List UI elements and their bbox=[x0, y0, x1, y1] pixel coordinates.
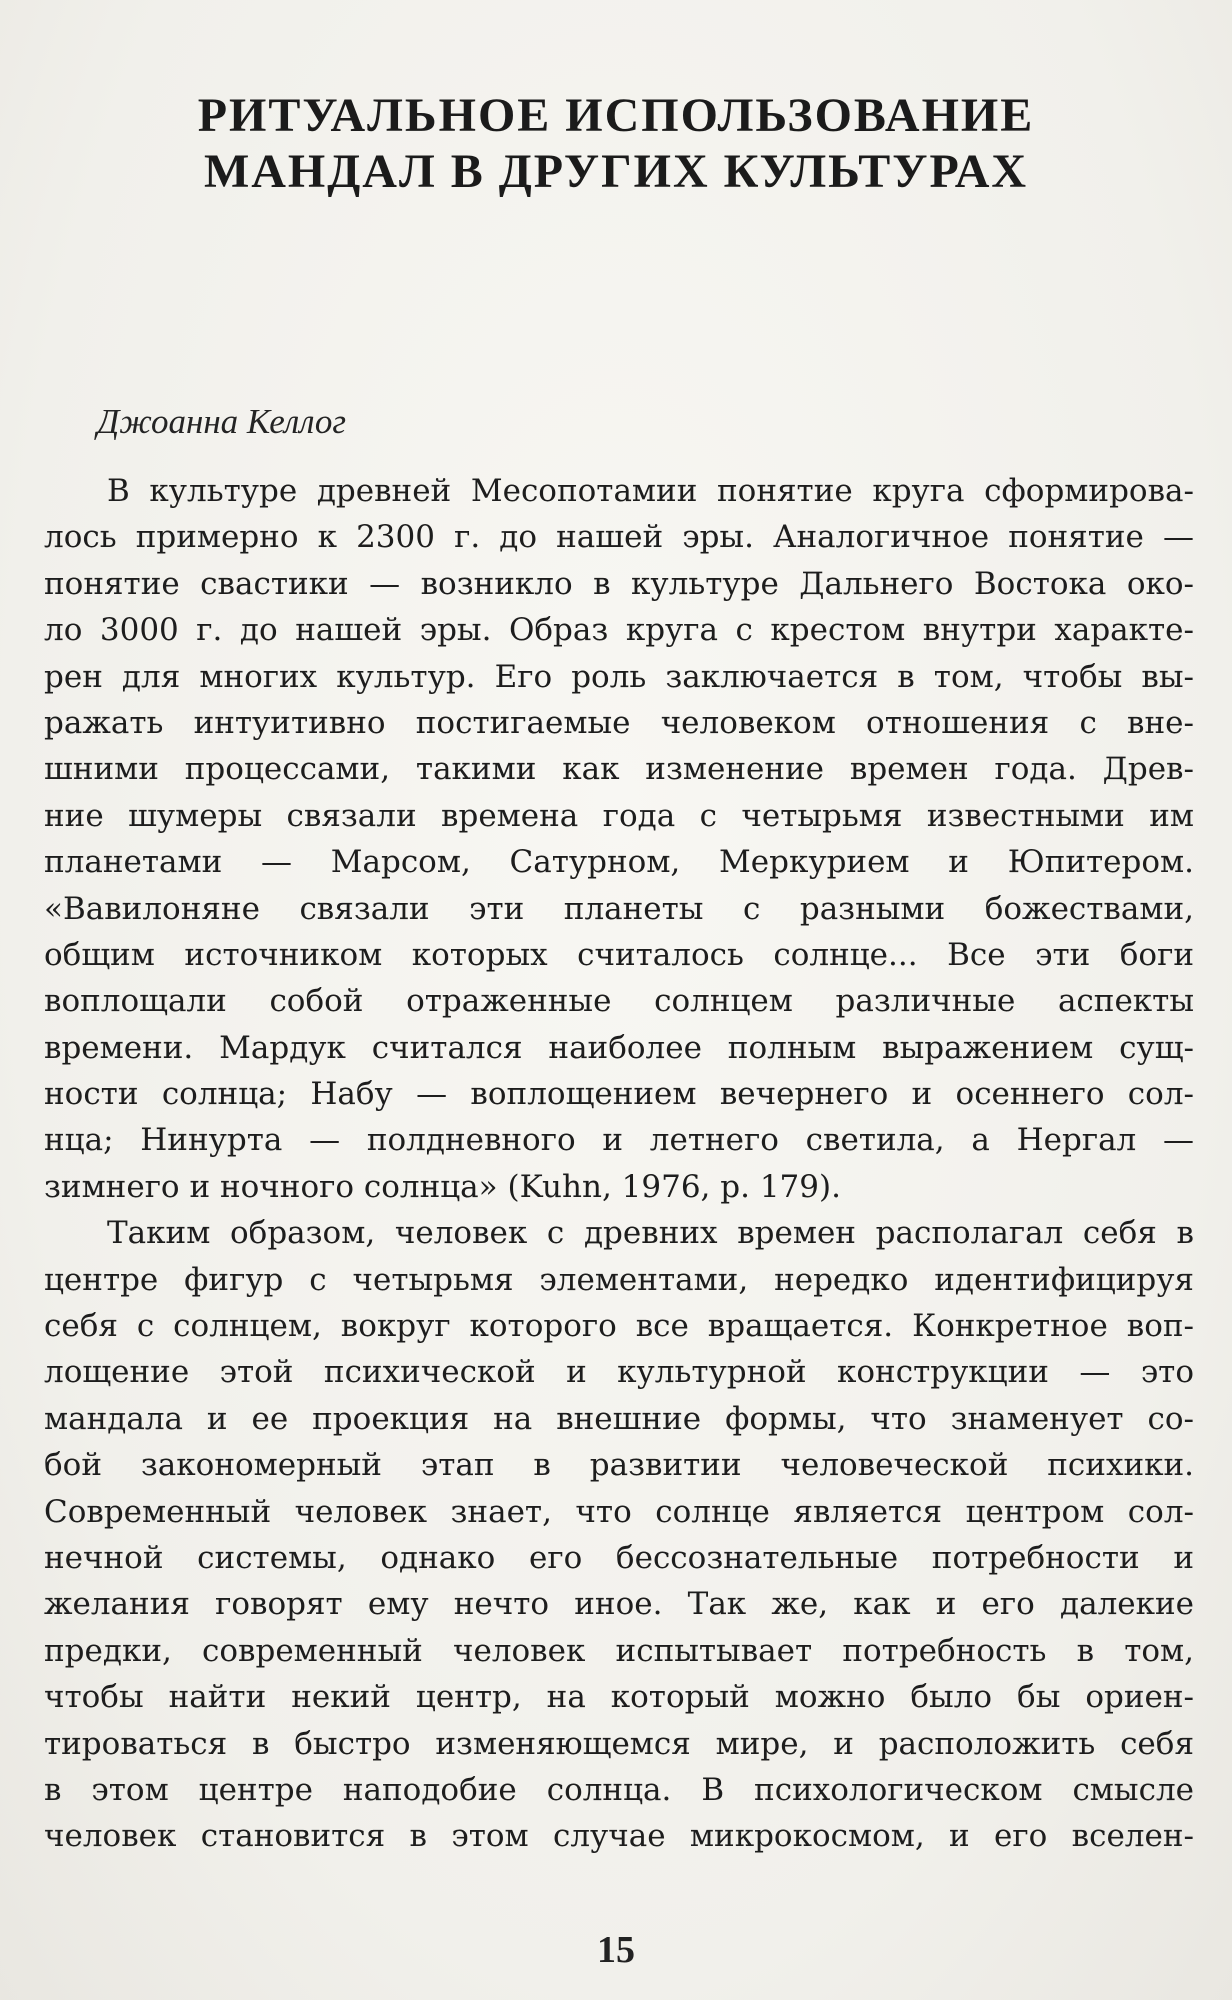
author-name: Джоанна Келлог bbox=[97, 402, 347, 441]
text-line: Таким образом, человек с древних времен располагал себя в bbox=[107, 1215, 1194, 1252]
text-line: ние шумеры связали времена года с четырьмя известными им bbox=[44, 797, 1194, 834]
text-line: желания говорят ему нечто иное. Так же, как и его далекие bbox=[44, 1586, 1194, 1623]
text-line: бой закономерный этап в развитии человеческой психики. bbox=[44, 1447, 1194, 1484]
chapter-title bbox=[0, 88, 1232, 200]
text-line: в этом центре наподобие солнца. В психологическом смысле bbox=[44, 1771, 1194, 1808]
text-line: Современный человек знает, что солнце является центром сол- bbox=[44, 1493, 1194, 1530]
text-line: предки, современный человек испытывает потребность в том, bbox=[44, 1632, 1194, 1669]
paragraph bbox=[44, 1210, 1194, 1859]
text-line: лось примерно к 2300 г. до нашей эры. Аналогичное понятие — bbox=[44, 519, 1194, 556]
text-line: времени. Мардук считался наиболее полным выражением сущ- bbox=[44, 1029, 1194, 1066]
text-line: лощение этой психической и культурной конструкции — это bbox=[44, 1354, 1194, 1391]
chapter-title-line-1: РИТУАЛЬНОЕ ИСПОЛЬЗОВАНИЕ bbox=[197, 89, 1035, 142]
chapter-title-line-2: МАНДАЛ В ДРУГИХ КУЛЬТУРАХ bbox=[203, 145, 1029, 198]
text-line: зимнего и ночного солнца» (Kuhn, 1976, p. 179). bbox=[44, 1168, 841, 1205]
text-line: ражать интуитивно постигаемые человеком отношения с вне- bbox=[44, 704, 1194, 741]
text-line: чтобы найти некий центр, на который можно было бы ориен- bbox=[44, 1679, 1194, 1716]
text-line: «Вавилоняне связали эти планеты с разными божествами, bbox=[44, 890, 1194, 927]
text-line: ло 3000 г. до нашей эры. Образ круга с крестом внутри характе- bbox=[44, 612, 1194, 649]
text-line: тироваться в быстро изменяющемся мире, и расположить себя bbox=[44, 1725, 1194, 1762]
text-line: рен для многих культур. Его роль заключается в том, чтобы вы- bbox=[44, 658, 1194, 695]
text-line: ности солнца; Набу — воплощением вечернего и осеннего сол- bbox=[44, 1076, 1194, 1113]
text-line: планетами — Марсом, Сатурном, Меркурием и Юпитером. bbox=[44, 844, 1194, 881]
text-line: нечной системы, однако его бессознательные потребности и bbox=[44, 1539, 1194, 1576]
text-line: В культуре древней Месопотамии понятие круга сформирова- bbox=[107, 473, 1194, 509]
text-line: шними процессами, такими как изменение времен года. Древ- bbox=[44, 751, 1194, 788]
bleed-through-running-head bbox=[300, 0, 1200, 24]
text-line: себя с солнцем, вокруг которого все вращается. Конкретное воп- bbox=[44, 1308, 1194, 1345]
text-line: мандала и ее проекция на внешние формы, что знаменует со- bbox=[44, 1400, 1194, 1437]
page-number: 15 bbox=[597, 1929, 635, 1971]
text-line: понятие свастики — возникло в культуре Дальнего Востока око- bbox=[44, 565, 1194, 602]
text-line: воплощали собой отраженные солнцем различные аспекты bbox=[44, 983, 1194, 1020]
text-line: человек становится в этом случае микрокосмом, и его вселен- bbox=[44, 1818, 1194, 1855]
text-line: центре фигур с четырьмя элементами, нередко идентифицируя bbox=[44, 1261, 1194, 1298]
text-line: общим источником которых считалось солнце... Все эти боги bbox=[44, 936, 1194, 973]
paragraph bbox=[44, 468, 1194, 1210]
text-line: нца; Нинурта — полдневного и летнего светила, а Нергал — bbox=[44, 1122, 1194, 1159]
body-text bbox=[44, 468, 1194, 1860]
